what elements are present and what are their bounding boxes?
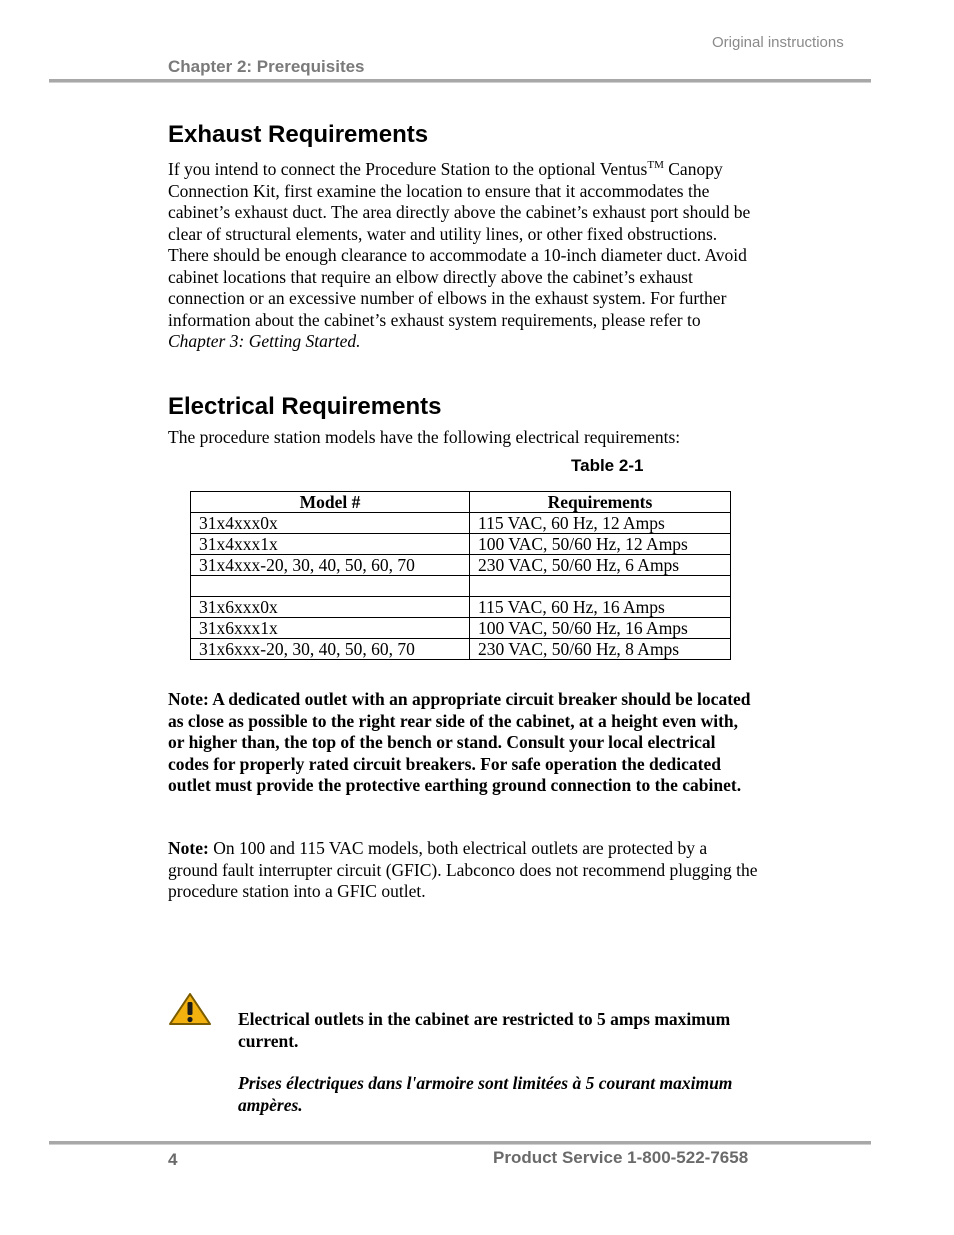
product-service-phone: Product Service 1-800-522-7658 <box>493 1148 749 1167</box>
column-header-model: Model # <box>191 492 470 513</box>
header-rule <box>49 79 871 83</box>
table-row <box>191 639 731 660</box>
page-number: 4 <box>168 1150 178 1169</box>
original-instructions-label: Original instructions <box>712 34 844 51</box>
electrical-heading: Electrical Requirements <box>168 393 442 420</box>
trademark-mark: TM <box>647 159 664 172</box>
note-gfic <box>168 838 758 903</box>
exhaust-text-2: Canopy Connection Kit, first examine the location to ensure that it accommodates the cabinet’s exhaust duct. The area directly above the cabinet’s exhaust port should be clear of structural elements, water and utility lines, or other fixed obstructions. There should be enough clearance to accommodate a 10-inch diameter duct. Avoid cabinet locations that require an elbow directly above the cabinet’s exhaust connection or an excessive number of elbows in the exhaust system. For further information about the cabinet’s exhaust system requirements, please refer to <box>168 159 751 330</box>
model-cell <box>191 576 470 597</box>
requirements-cell: 100 VAC, 50/60 Hz, 12 Amps <box>470 534 731 555</box>
note-label: Note: <box>168 838 209 858</box>
table-row-empty <box>191 576 731 597</box>
requirements-cell: 230 VAC, 50/60 Hz, 6 Amps <box>470 555 731 576</box>
warning-text-french: Prises électriques dans l'armoire sont limitées à 5 courant maximum ampères. <box>238 1073 733 1115</box>
electrical-intro: The procedure station models have the following electrical requirements: <box>168 427 681 447</box>
requirements-cell <box>470 576 731 597</box>
exhaust-text-1: If you intend to connect the Procedure Station to the optional Ventus <box>168 159 648 179</box>
table-row <box>191 555 731 576</box>
requirements-cell: 230 VAC, 50/60 Hz, 8 Amps <box>470 639 731 660</box>
table-caption: Table 2-1 <box>571 456 644 475</box>
chapter-reference: Chapter 3: Getting Started. <box>168 331 361 351</box>
electrical-requirements-table <box>190 491 731 660</box>
table-row <box>191 513 731 534</box>
requirements-cell: 115 VAC, 60 Hz, 16 Amps <box>470 597 731 618</box>
model-cell: 31x4xxx-20, 30, 40, 50, 60, 70 <box>191 555 470 576</box>
chapter-title: Chapter 2: Prerequisites <box>168 57 365 76</box>
table-row <box>191 534 731 555</box>
exhaust-heading: Exhaust Requirements <box>168 121 429 148</box>
model-cell: 31x6xxx1x <box>191 618 470 639</box>
model-cell: 31x4xxx0x <box>191 513 470 534</box>
warning-triangle-icon <box>168 992 212 1026</box>
table-header-row <box>191 492 731 513</box>
exhaust-paragraph <box>168 159 758 353</box>
requirements-cell: 100 VAC, 50/60 Hz, 16 Amps <box>470 618 731 639</box>
note-gfic-text: On 100 and 115 VAC models, both electrical outlets are protected by a ground fault interrupter circuit (GFIC). Labconco does not recommend plugging the procedure station into a GFIC outlet. <box>168 838 758 901</box>
column-header-requirements: Requirements <box>470 492 731 513</box>
warning-text-english: Electrical outlets in the cabinet are restricted to 5 amps maximum current. <box>238 1009 731 1051</box>
table-row <box>191 618 731 639</box>
table-row <box>191 597 731 618</box>
footer-rule <box>49 1141 871 1145</box>
note-dedicated-outlet: Note: A dedicated outlet with an appropriate circuit breaker should be located as close as possible to the right rear side of the cabinet, at a height even with, or higher than, the top of the bench or stand. Consult your local electrical codes for properly rated circuit breakers. For safe operation the dedicated outlet must provide the protective earthing ground connection to the cabinet. <box>168 689 751 795</box>
requirements-cell: 115 VAC, 60 Hz, 12 Amps <box>470 513 731 534</box>
model-cell: 31x6xxx-20, 30, 40, 50, 60, 70 <box>191 639 470 660</box>
model-cell: 31x6xxx0x <box>191 597 470 618</box>
model-cell: 31x4xxx1x <box>191 534 470 555</box>
